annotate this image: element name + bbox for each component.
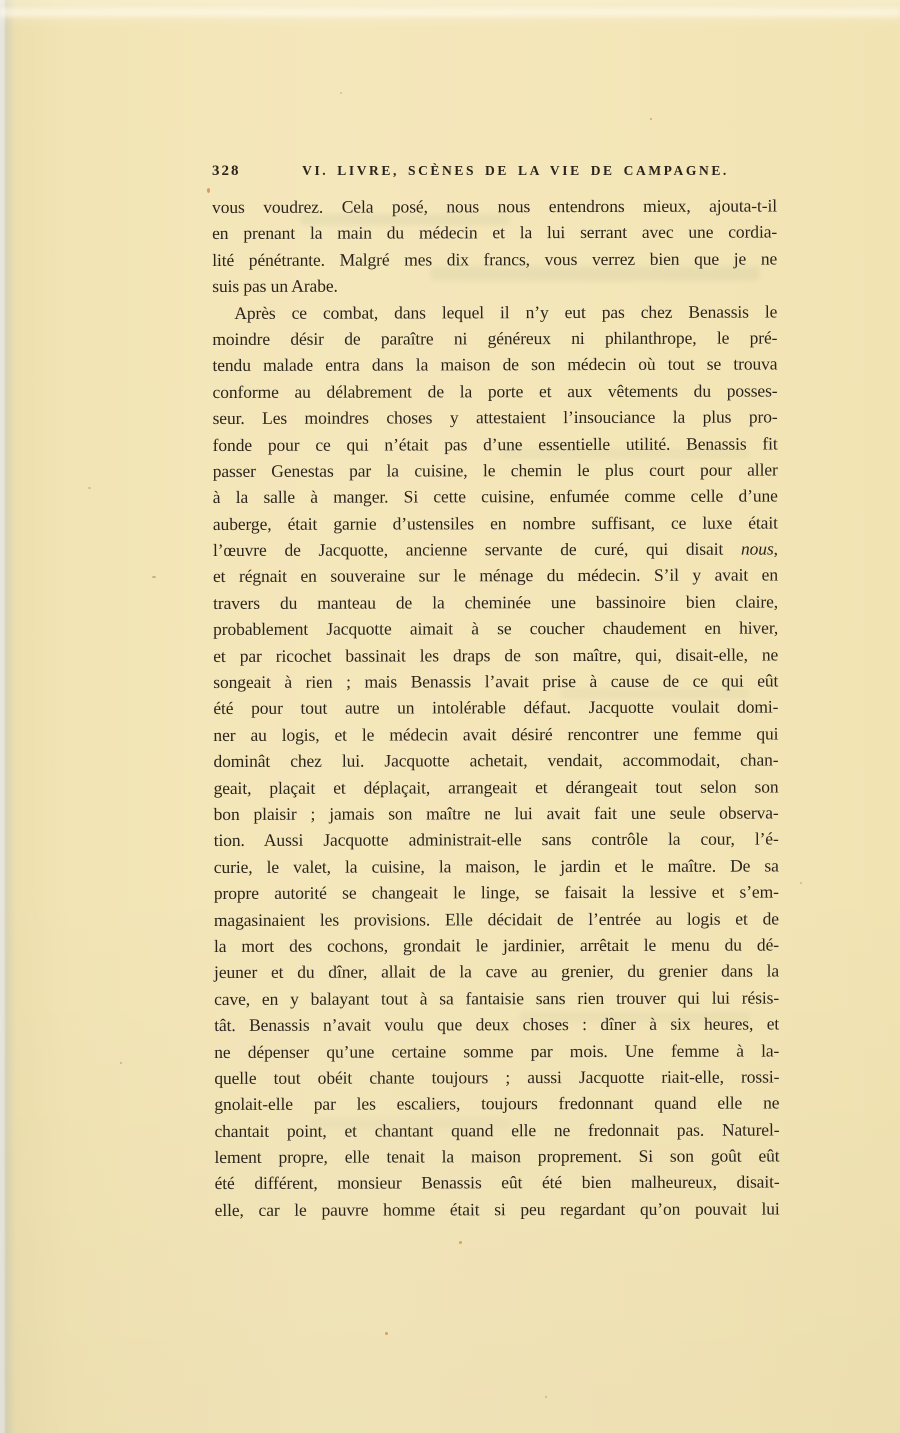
text-line: tion. Aussi Jacquotte administrait-elle sans contrôle la cour, l’é- xyxy=(213,828,779,851)
text-line: songeait à rien ; mais Benassis l’avait prise à cause de ce qui eût xyxy=(213,670,779,693)
text-line: lement propre, elle tenait la maison proprement. Si son goût eût xyxy=(214,1145,780,1168)
scan-light-band xyxy=(0,8,900,17)
text-line: jeuner et du dîner, allait de la cave au grenier, du grenier dans la xyxy=(214,960,780,983)
text-line: bon plaisir ; jamais son maître ne lui avait fait une seule observa- xyxy=(213,802,779,824)
text-line: la mort des cochons, grondait le jardinier, arrêtait le menu du dé- xyxy=(213,934,779,956)
text-line: été pour tout autre un intolérable défaut. Jacquotte voulait domi- xyxy=(213,696,779,719)
text-line: vous voudrez. Cela posé, nous nous entendrons mieux, ajouta-t-il xyxy=(212,195,778,217)
text-line: l’œuvre de Jacquotte, ancienne servante de curé, qui disait nous, xyxy=(212,538,778,561)
text-line: en prenant la main du médecin et la lui serrant avec une cordia- xyxy=(212,221,778,244)
paper-speck xyxy=(88,487,91,489)
text-line: suis pas un Arabe. xyxy=(212,275,338,297)
page-number: 328 xyxy=(212,163,241,179)
text-line: à la salle à manger. Si cette cuisine, enfumée comme celle d’une xyxy=(212,485,778,508)
paper-speck xyxy=(459,1241,462,1244)
text-line: auberge, était garnie d’ustensiles en nombre suffisant, ce luxe était xyxy=(212,512,778,534)
paper-speck xyxy=(152,576,156,578)
text-line: conforme au délabrement de la porte et aux vêtements du posses- xyxy=(212,380,778,402)
text-line: fonde pour ce qui n’était pas d’une essentielle utilité. Benassis fit xyxy=(212,433,778,455)
paper-speck xyxy=(340,92,342,94)
text-line: tât. Benassis n’avait voulu que deux choses : dîner à six heures, et xyxy=(214,1013,780,1036)
paper-speck xyxy=(120,1062,122,1064)
text-line: geait, plaçait et déplaçait, arrangeait et dérangeait tout selon son xyxy=(213,776,779,798)
text-line: chantait point, et chantant quand elle ne fredonnait pas. Naturel- xyxy=(214,1119,780,1141)
text-line: elle, car le pauvre homme était si peu regardant qu’on pouvait lui xyxy=(214,1198,780,1220)
text-line: quelle tout obéit chante toujours ; aussi Jacquotte riait-elle, rossi- xyxy=(214,1066,780,1088)
running-title: VI. LIVRE, SCÈNES DE LA VIE DE CAMPAGNE. xyxy=(302,163,729,178)
text-line: Après ce combat, dans lequel il n’y eut pas chez Benassis le xyxy=(234,301,778,323)
text-line: et par ricochet bassinait les draps de son maître, qui, disait-elle, ne xyxy=(213,644,779,666)
paper-speck xyxy=(800,882,802,884)
text-line: propre autorité se changeait le linge, se faisait la lessive et s’em- xyxy=(213,881,779,904)
text-line: ne dépenser qu’une certaine somme par mois. Une femme à la- xyxy=(214,1040,780,1062)
text-line: lité pénétrante. Malgré mes dix francs, vous verrez bien que je ne xyxy=(212,248,778,270)
text-line: moindre désir de paraître ni généreux ni philanthrope, le pré- xyxy=(212,327,778,349)
text-line: passer Genestas par la cuisine, le chemin le plus court pour aller xyxy=(212,459,778,481)
paper-speck xyxy=(385,1332,388,1335)
body-text xyxy=(212,193,780,1224)
paper-speck xyxy=(650,118,652,120)
page-header xyxy=(212,161,777,183)
text-line: curie, le valet, la cuisine, la maison, le jardin et le maître. De sa xyxy=(213,855,779,877)
text-line: travers du manteau de la cheminée une bassinoire bien claire, xyxy=(213,591,779,613)
text-line: seur. Les moindres choses y attestaient l’insouciance la plus pro- xyxy=(212,406,778,429)
text-line: été différent, monsieur Benassis eût été bien malheureux, disait- xyxy=(214,1171,780,1194)
text-line: dominât chez lui. Jacquotte achetait, vendait, accommodait, chan- xyxy=(213,749,779,772)
text-line: tendu malade entra dans la maison de son médecin où tout se trouva xyxy=(212,353,778,376)
paper-speck xyxy=(207,188,210,193)
text-line: probablement Jacquotte aimait à se coucher chaudement en hiver, xyxy=(213,617,779,640)
text-line: gnolait-elle par les escaliers, toujours fredonnant quand elle ne xyxy=(214,1092,780,1115)
text-line: et régnait en souveraine sur le ménage du médecin. S’il y avait en xyxy=(212,564,779,587)
text-line: ner au logis, et le médecin avait désiré rencontrer une femme qui xyxy=(213,723,779,745)
text-line: magasinaient les provisions. Elle décidait de l’entrée au logis et de xyxy=(213,908,779,930)
paper-speck xyxy=(545,1396,547,1398)
text-line: cave, en y balayant tout à sa fantaisie sans rien trouver qui lui résis- xyxy=(214,987,780,1009)
